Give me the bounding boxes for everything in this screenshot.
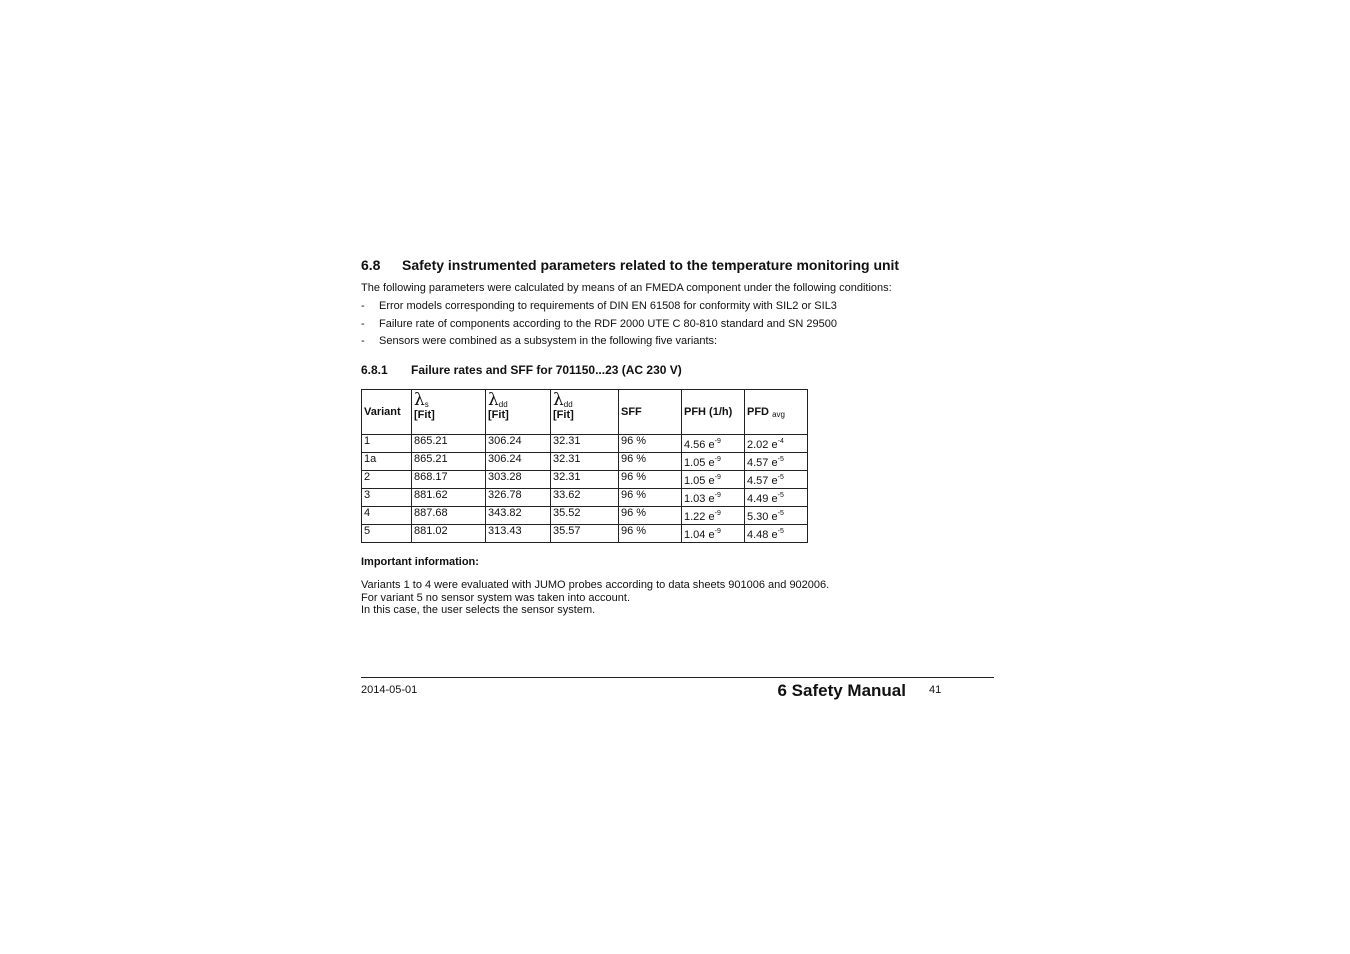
table-row (362, 471, 808, 489)
header-variant: Variant (362, 390, 412, 435)
exp-marker: e (708, 511, 715, 523)
list-item (361, 317, 1001, 331)
cell-lambda-s: 868.17 (412, 471, 486, 489)
table-row (362, 453, 808, 471)
cell-lambda-s: 865.21 (412, 435, 486, 453)
cell-lambda-s: 887.68 (412, 507, 486, 525)
failure-rates-table (361, 389, 808, 543)
mantissa: 4.49 (747, 493, 769, 505)
list-item (361, 299, 1001, 313)
cell-lambda-dd-1: 303.28 (486, 471, 551, 489)
mantissa: 1.04 (684, 529, 706, 541)
exponent: -5 (777, 492, 784, 499)
section-number: 6.8 (361, 257, 381, 273)
exp-marker: e (771, 439, 778, 451)
unit-label: [Fit] (414, 409, 435, 421)
cell-lambda-s: 865.21 (412, 453, 486, 471)
exponent: -5 (777, 528, 784, 535)
unit-label: [Fit] (553, 409, 574, 421)
unit-label: [Fit] (488, 409, 509, 421)
mantissa: 4.56 (684, 439, 706, 451)
list-item-text: Sensors were combined as a subsystem in the following five variants: (379, 335, 718, 347)
cell-pfd (745, 525, 808, 543)
cell-pfd (745, 489, 808, 507)
section-heading (361, 255, 1001, 275)
conditions-list (361, 299, 1001, 348)
mantissa: 2.02 (747, 439, 769, 451)
cell-pfh (682, 471, 745, 489)
footer-date: 2014-05-01 (361, 684, 418, 696)
exp-marker: e (771, 511, 778, 523)
cell-lambda-dd-1: 343.82 (486, 507, 551, 525)
exponent: -9 (714, 438, 721, 445)
mantissa: 1.03 (684, 493, 706, 505)
cell-lambda-dd-2: 35.57 (551, 525, 619, 543)
header-pfh: PFH (1/h) (682, 390, 745, 435)
header-sff: SFF (619, 390, 682, 435)
cell-sff: 96 % (619, 453, 682, 471)
bullet-marker: - (361, 317, 365, 330)
exponent: -4 (777, 438, 784, 445)
cell-lambda-dd-1: 313.43 (486, 525, 551, 543)
bullet-marker: - (361, 300, 365, 312)
cell-variant: 4 (362, 507, 412, 525)
mantissa: 5.30 (747, 511, 769, 523)
list-item (361, 334, 1001, 348)
cell-lambda-dd-2: 35.52 (551, 507, 619, 525)
table-row (362, 489, 808, 507)
subsection-heading (361, 361, 1001, 379)
mantissa: 1.05 (684, 457, 706, 469)
lambda-symbol: λ (414, 390, 425, 410)
exponent: -5 (777, 456, 784, 463)
mantissa: 4.57 (747, 475, 769, 487)
lambda-symbol: λ (553, 390, 564, 410)
cell-pfh (682, 507, 745, 525)
header-lambda-dd (486, 390, 551, 435)
cell-pfd (745, 471, 808, 489)
exp-marker: e (771, 457, 778, 469)
exp-marker: e (708, 529, 715, 541)
pfd-subscript: avg (772, 409, 785, 419)
exp-marker: e (708, 439, 715, 451)
subsection-number: 6.8.1 (361, 363, 388, 377)
cell-sff: 96 % (619, 435, 682, 453)
exp-marker: e (771, 475, 778, 487)
list-item-text: Failure rate of components according to the RDF 2000 UTE C 80-810 standard and SN 29500 (379, 317, 837, 330)
cell-variant: 5 (362, 525, 412, 543)
lambda-subscript: dd (498, 400, 508, 409)
cell-variant: 3 (362, 489, 412, 507)
exponent: -9 (714, 474, 721, 481)
exp-marker: e (708, 475, 715, 487)
cell-pfd (745, 507, 808, 525)
table-row (362, 435, 808, 453)
cell-pfh (682, 453, 745, 471)
important-heading: Important information: (361, 556, 479, 568)
bullet-marker: - (361, 335, 365, 347)
mantissa: 4.57 (747, 457, 769, 469)
cell-pfh (682, 525, 745, 543)
lambda-subscript: s (424, 400, 429, 409)
note-line: In this case, the user selects the sensor system. (361, 604, 596, 616)
note-line: Variants 1 to 4 were evaluated with JUMO probes according to data sheets 901006 and 902006. (361, 579, 830, 591)
list-item-text: Error models corresponding to requirements of DIN EN 61508 for conformity with SIL2 or SIL3 (379, 300, 837, 312)
important-note (361, 579, 1001, 617)
note-line: For variant 5 no sensor system was taken into account. (361, 591, 631, 604)
lambda-symbol: λ (488, 390, 499, 410)
cell-pfh (682, 489, 745, 507)
header-pfd (745, 390, 808, 435)
subsection-title: Failure rates and SFF for 701150...23 (AC 230 V) (411, 363, 682, 377)
cell-lambda-dd-2: 33.62 (551, 489, 619, 507)
cell-pfd (745, 453, 808, 471)
cell-lambda-dd-2: 32.31 (551, 435, 619, 453)
cell-lambda-s: 881.62 (412, 489, 486, 507)
cell-sff: 96 % (619, 507, 682, 525)
footer-chapter-title: 6 Safety Manual (777, 681, 906, 700)
section-title: Safety instrumented parameters related to the temperature monitoring unit (402, 257, 900, 273)
mantissa: 1.22 (684, 511, 706, 523)
exp-marker: e (708, 493, 715, 505)
cell-sff: 96 % (619, 471, 682, 489)
cell-variant: 1a (362, 453, 412, 471)
cell-lambda-s: 881.02 (412, 525, 486, 543)
header-lambda-s (412, 390, 486, 435)
section-intro: The following parameters were calculated by means of an FMEDA component under the following conditions: (361, 282, 892, 294)
cell-sff: 96 % (619, 525, 682, 543)
table-row (362, 507, 808, 525)
header-lambda-dd (551, 390, 619, 435)
table-header-row (362, 390, 808, 435)
mantissa: 1.05 (684, 475, 706, 487)
exponent: -5 (777, 474, 784, 481)
exp-marker: e (771, 529, 778, 541)
exponent: -9 (714, 528, 721, 535)
exponent: -9 (714, 492, 721, 499)
cell-lambda-dd-1: 326.78 (486, 489, 551, 507)
pfd-label: PFD (747, 405, 769, 418)
page-number: 41 (929, 684, 942, 696)
cell-sff: 96 % (619, 489, 682, 507)
table-row (362, 525, 808, 543)
cell-variant: 2 (362, 471, 412, 489)
exp-marker: e (708, 457, 715, 469)
table-body (362, 435, 808, 543)
cell-pfh (682, 435, 745, 453)
cell-pfd (745, 435, 808, 453)
cell-lambda-dd-2: 32.31 (551, 453, 619, 471)
lambda-subscript: dd (563, 400, 573, 409)
exponent: -5 (777, 510, 784, 517)
exponent: -9 (714, 510, 721, 517)
cell-lambda-dd-1: 306.24 (486, 435, 551, 453)
exponent: -9 (714, 456, 721, 463)
mantissa: 4.48 (747, 529, 769, 541)
exp-marker: e (771, 493, 778, 505)
footer-divider (361, 677, 994, 678)
cell-lambda-dd-2: 32.31 (551, 471, 619, 489)
cell-variant: 1 (362, 435, 412, 453)
cell-lambda-dd-1: 306.24 (486, 453, 551, 471)
page-content (361, 255, 1001, 617)
